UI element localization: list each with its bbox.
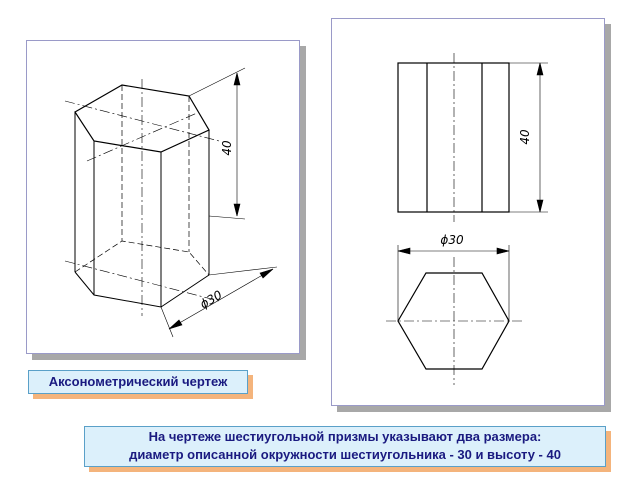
ortho-diameter-label: ϕ30 bbox=[440, 233, 464, 247]
iso-height-label: 40 bbox=[220, 140, 234, 156]
isometric-drawing-sheet bbox=[26, 40, 300, 354]
iso-diameter-label: ϕ30 bbox=[197, 287, 225, 312]
ortho-height-label: 40 bbox=[518, 129, 532, 145]
info-caption bbox=[84, 426, 606, 467]
front-view-outline bbox=[398, 63, 509, 212]
orthographic-prism-drawing bbox=[332, 19, 604, 405]
info-caption-line-1: На чертеже шестиугольной призмы указывают два размера: bbox=[148, 429, 542, 444]
isometric-prism-drawing bbox=[27, 41, 299, 353]
isometric-caption-text: Аксонометрический чертеж bbox=[48, 374, 228, 389]
info-caption-line-2: диаметр описанной окружности шестиугольника - 30 и высоту - 40 bbox=[129, 447, 561, 462]
isometric-caption bbox=[28, 370, 248, 394]
orthographic-drawing-sheet bbox=[331, 18, 605, 406]
